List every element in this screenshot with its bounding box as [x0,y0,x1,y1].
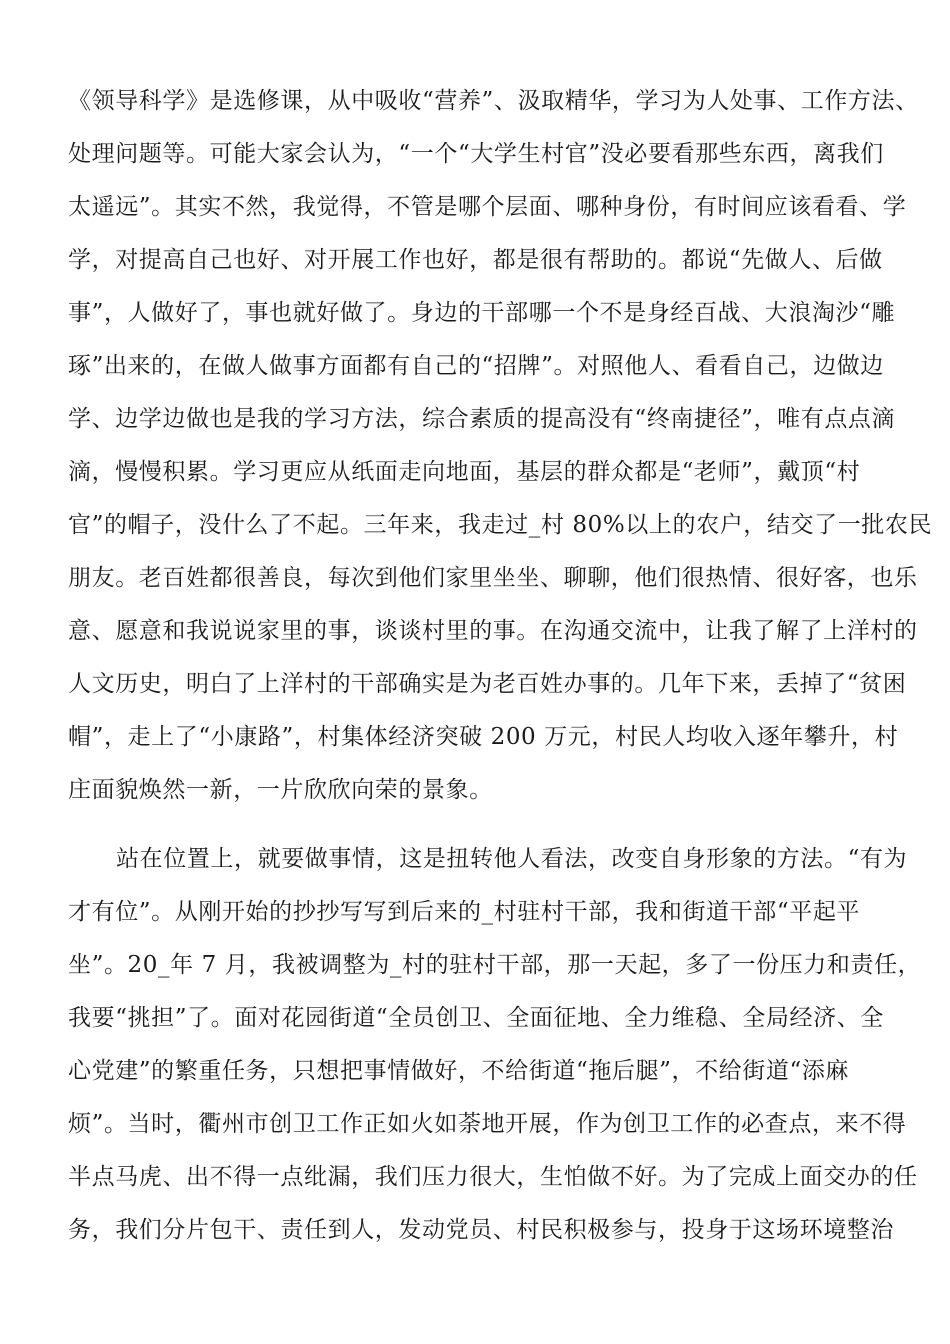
paragraph-2-line: 心党建”的繁重任务，只想把事情做好，不给街道“拖后腿”，不给街道“添麻 [68,1058,850,1084]
paragraph-1-line: 事”，人做好了，事也就好做了。身边的干部哪一个不是身经百战、大浪淘沙“雕 [68,300,896,326]
paragraph-1-line: 帽”，走上了“小康路”，村集体经济突破 200 万元，村民人均收入逐年攀升，村 [68,724,899,750]
paragraph-2-line: 半点马虎、出不得一点纰漏，我们压力很大，生怕做不好。为了完成上面交办的任 [68,1164,918,1190]
paragraph-1-line: 学，对提高自己也好、对开展工作也好，都是很有帮助的。都说“先做人、后做 [68,247,883,273]
paragraph-1-line: 太遥远”。其实不然，我觉得，不管是哪个层面、哪种身份，有时间应该看看、学 [68,194,907,220]
paragraph-1-line: 意、愿意和我说说家里的事，谈谈村里的事。在沟通交流中，让我了解了上洋村的 [68,618,918,644]
paragraph-2-line: 务，我们分片包干、责任到人，发动党员、村民积极参与，投身于这场环境整治 [68,1217,894,1243]
paragraph-2-line: 我要“挑担”了。面对花园街道“全员创卫、全面征地、全力维稳、全局经济、全 [68,1005,884,1031]
paragraph-1-line: 庄面貌焕然一新，一片欣欣向荣的景象。 [68,777,493,803]
paragraph-1-line: 朋友。老百姓都很善良，每次到他们家里坐坐、聊聊，他们很热情、很好客，也乐 [68,565,918,591]
paragraph-2-line: 烦”。当时，衢州市创卫工作正如火如荼地开展，作为创卫工作的必查点，来不得 [68,1111,907,1137]
paragraph-1-line: 学、边学边做也是我的学习方法，综合素质的提高没有“终南捷径”，唯有点点滴 [68,406,896,432]
paragraph-1-line: 滴，慢慢积累。学习更应从纸面走向地面，基层的群众都是“老师”，戴顶“村 [68,459,861,485]
paragraph-1-line: 琢”出来的，在做人做事方面都有自己的“招牌”。对照他人、看看自己，边做边 [68,353,884,379]
paragraph-1-line: 官”的帽子，没什么了不起。三年来，我走过_村 80%以上的农户，结交了一批农民 [68,512,933,538]
paragraph-2-line: 才有位”。从刚开始的抄抄写写到后来的_村驻村干部，我和街道干部“平起平 [68,899,861,925]
paragraph-2-line: 站在位置上，就要做事情，这是扭转他人看法，改变自身形象的方法。“有为 [116,846,908,872]
paragraph-1-line: 处理问题等。可能大家会认为，“一个“大学生村官”没必要看那些东西，离我们 [68,141,884,167]
paragraph-1-line: 《领导科学》是选修课，从中吸收“营养”、汲取精华，学习为人处事、工作方法、 [68,88,919,114]
paragraph-1-line: 人文历史，明白了上洋村的干部确实是为老百姓办事的。几年下来，丢掉了“贫困 [68,671,907,697]
paragraph-2-line: 坐”。20_年 7 月，我被调整为_村的驻村干部，那一天起，多了一份压力和责任， [68,952,922,978]
